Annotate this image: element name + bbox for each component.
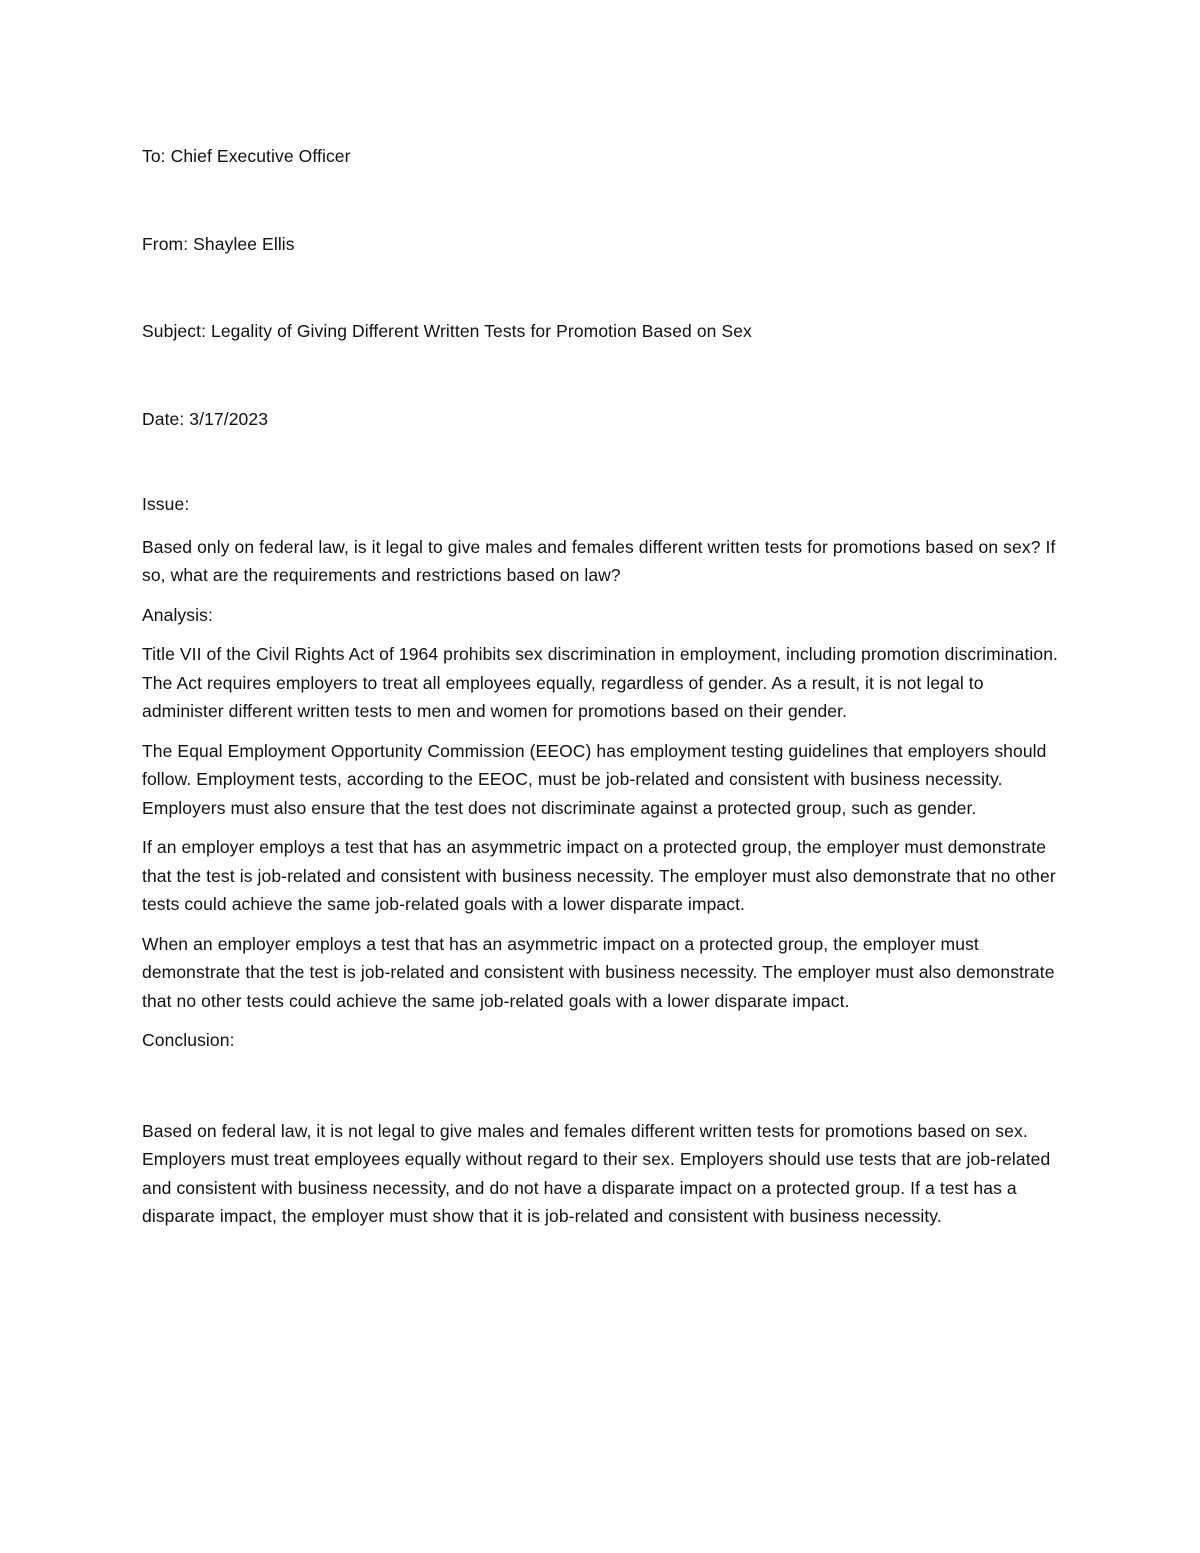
memo-from: From: Shaylee Ellis bbox=[142, 233, 295, 254]
analysis-paragraph-1: Title VII of the Civil Rights Act of 1964 prohibits sex discrimination in employment, including promotion discrimination. The Act requires employers to treat all employees equally, regardless of gender. As a result, it is not legal to administer different written tests to men and women for promotions based on their gender. bbox=[142, 644, 1059, 721]
memo-date: Date: 3/17/2023 bbox=[142, 408, 269, 429]
issue-heading: Issue: bbox=[142, 494, 190, 514]
memo-body bbox=[142, 142, 1067, 1242]
memo-to: To: Chief Executive Officer bbox=[142, 146, 351, 166]
analysis-paragraph-2: The Equal Employment Opportunity Commission (EEOC) has employment testing guidelines that employers should follow. Employment tests, according to the EEOC, must be job-related and consistent with business necessity. Employers must also ensure that the test does not discriminate against a protected group, such as gender. bbox=[142, 740, 1047, 818]
memo-subject: Subject: Legality of Giving Different Written Tests for Promotion Based on Sex bbox=[142, 321, 752, 341]
issue-paragraph: Based only on federal law, is it legal to give males and females different written tests for promotions based on sex? If so, what are the requirements and restrictions based on law? bbox=[142, 536, 1056, 585]
analysis-paragraph-4: When an employer employs a test that has an asymmetric impact on a protected group, the employer must demonstrate that the test is job-related and consistent with business necessity. The employer must also demonstrate that no other tests could achieve the same job-related goals with a lower disparate impact. bbox=[142, 933, 1055, 1011]
conclusion-heading: Conclusion: bbox=[142, 1030, 235, 1050]
analysis-heading: Analysis: bbox=[142, 604, 213, 625]
conclusion-paragraph: Based on federal law, it is not legal to give males and females different written tests for promotions based on sex. Employers must treat employees equally without regard to their sex. Employers should use tests that are job-related and consistent with business necessity, and do not have a disparate impact on a protected group. If a test has a disparate impact, the employer must show that it is job-related and consistent with business necessity. bbox=[142, 1120, 1051, 1226]
analysis-paragraph-3: If an employer employs a test that has an asymmetric impact on a protected group, the employer must demonstrate that the test is job-related and consistent with business necessity. The employer must also demonstrate that no other tests could achieve the same job-related goals with a lower disparate impact. bbox=[142, 837, 1056, 914]
